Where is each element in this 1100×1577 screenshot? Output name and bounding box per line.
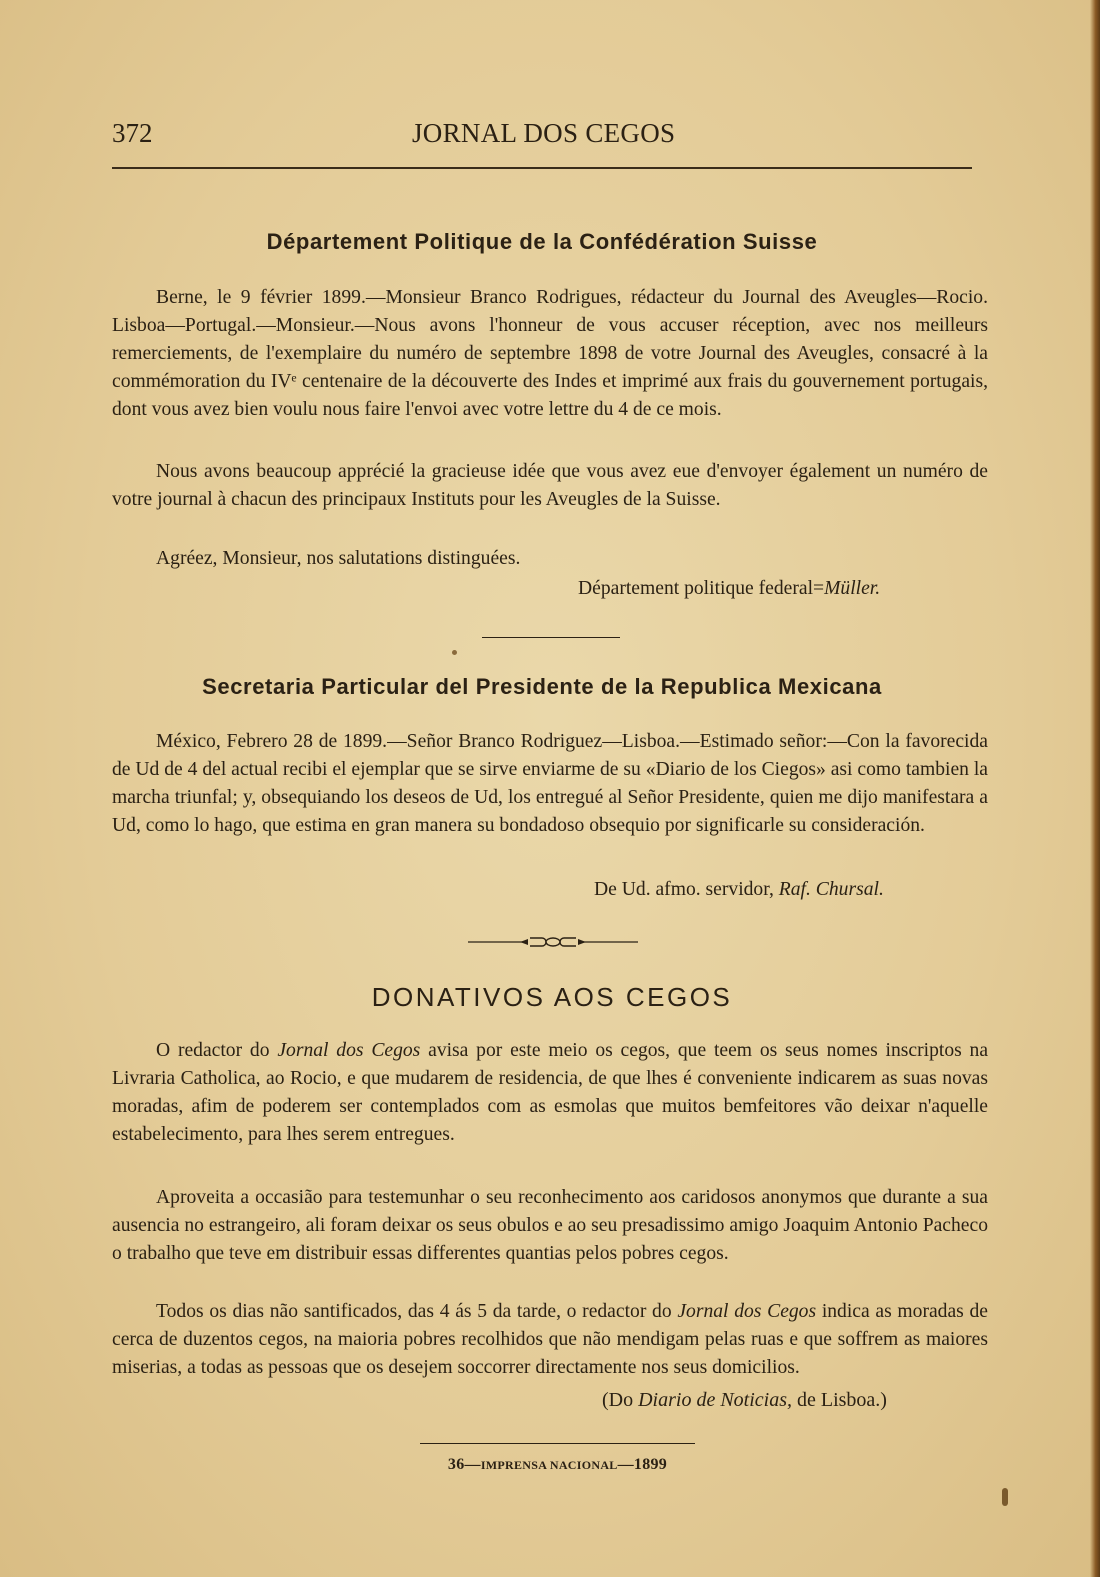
mexico-signoff <box>594 879 884 901</box>
page-number: 372 <box>112 118 153 148</box>
ornament-divider <box>468 933 638 951</box>
swiss-signoff-name: Müller. <box>824 578 881 599</box>
section-title-swiss: Département Politique de la Confédération Suisse <box>266 229 818 254</box>
mexico-signoff-name: Raf. Chursal. <box>778 879 884 900</box>
mexico-signoff-closing: De Ud. afmo. servidor, <box>594 879 774 900</box>
swiss-letter-paragraph-3: Agréez, Monsieur, nos salutations distinguées. <box>156 548 521 569</box>
running-title: JORNAL DOS CEGOS <box>412 118 676 148</box>
donativos-paragraph-3: Todos os dias não santificados, das 4 ás 5 da tarde, o redactor do Jornal dos Cegos indica as moradas de cerca de duzentos cegos, na maioria pobres recolhidos que não mendigam pelas ruas e que soffrem as maiores miserias, a todas as pessoas que os desejem soccorrer directamente nos seus domicilios. <box>112 1301 988 1378</box>
donativos-paragraph-2: Aproveita a occasião para testemunhar o seu reconhecimento aos caridosos anonymos que durante a sua ausencia no estrangeiro, ali foram deixar os seus obulos e ao seu presadissimo amigo Joaquim Antonio Pacheco o trabalho que teve em distribuir essas differentes quantias pelos pobres cegos. <box>112 1187 988 1264</box>
paper-speck <box>452 650 457 655</box>
section-title-mexico: Secretaria Particular del Presidente de la Republica Mexicana <box>202 674 882 699</box>
printer-imprint: 36—IMPRENSA NACIONAL—1899 <box>447 1456 668 1473</box>
donativos-paragraph-1: O redactor do Jornal dos Cegos avisa por este meio os cegos, que teem os seus nomes inscriptos na Livraria Catholica, ao Rocio, e que mudarem de residencia, de que lhes é conveniente indicarem as suas novas moradas, afim de poderem ser contemplados com as esmolas que muitos bemfeitores vão deixar n'aquelle estabelecimento, para lhes serem entregues. <box>112 1040 989 1145</box>
mexico-letter-paragraph: México, Febrero 28 de 1899.—Señor Branco Rodriguez—Lisboa.—Estimado señor:—Con la favorecida de Ud de 4 del actual recibi el ejemplar que se sirve enviarme de su «Diario de los Ciegos» asi como tambien la marcha triunfal; y, obsequiando los deseos de Ud, los entregué al Señor Presidente, quien me dijo manifestara a Ud, como lo hago, que estima en gran manera su bondadoso obsequio por significarle su consideración. <box>112 731 988 836</box>
swiss-signoff <box>578 578 880 600</box>
footer-rule <box>420 1443 695 1444</box>
newspaper-name: Jornal dos Cegos <box>277 1040 421 1061</box>
printer-name: IMPRENSA NACIONAL <box>480 1458 618 1472</box>
swiss-signoff-department: Département politique federal= <box>578 578 825 599</box>
header-rule <box>112 167 972 169</box>
source-credit: (Do Diario de Noticias, de Lisboa.) <box>602 1389 887 1411</box>
swiss-letter-paragraph-2: Nous avons beaucoup apprécié la gracieuse idée que vous avez eue d'envoyer également un numéro de votre journal à chacun des principaux Instituts pour les Aveugles de la Suisse. <box>112 461 988 510</box>
newspaper-name: Jornal dos Cegos <box>677 1301 817 1322</box>
page-header <box>112 118 972 158</box>
swiss-letter-paragraph-1: Berne, le 9 février 1899.—Monsieur Branco Rodrigues, rédacteur du Journal des Aveugles—Rocio. Lisboa—Portugal.—Monsieur.—Nous avons l'honneur de vous accuser réception, avec nos meilleurs remerciements, de l'exemplaire du numéro de septembre 1898 de votre Journal des Aveugles, consacré à la commémoration du IVᵉ centenaire de la découverte des Indes et imprimé aux frais du gouvernement portugais, dont vous avez bien voulu nous faire l'envoi avec votre lettre du 4 de ce mois. <box>112 287 988 420</box>
section-title-donativos: DONATIVOS AOS CEGOS <box>371 982 733 1012</box>
source-newspaper: Diario de Noticias, <box>638 1389 792 1411</box>
page-edge-shadow <box>1090 0 1100 1577</box>
paper-stain <box>1002 1488 1008 1506</box>
section-separator-rule <box>482 637 620 638</box>
